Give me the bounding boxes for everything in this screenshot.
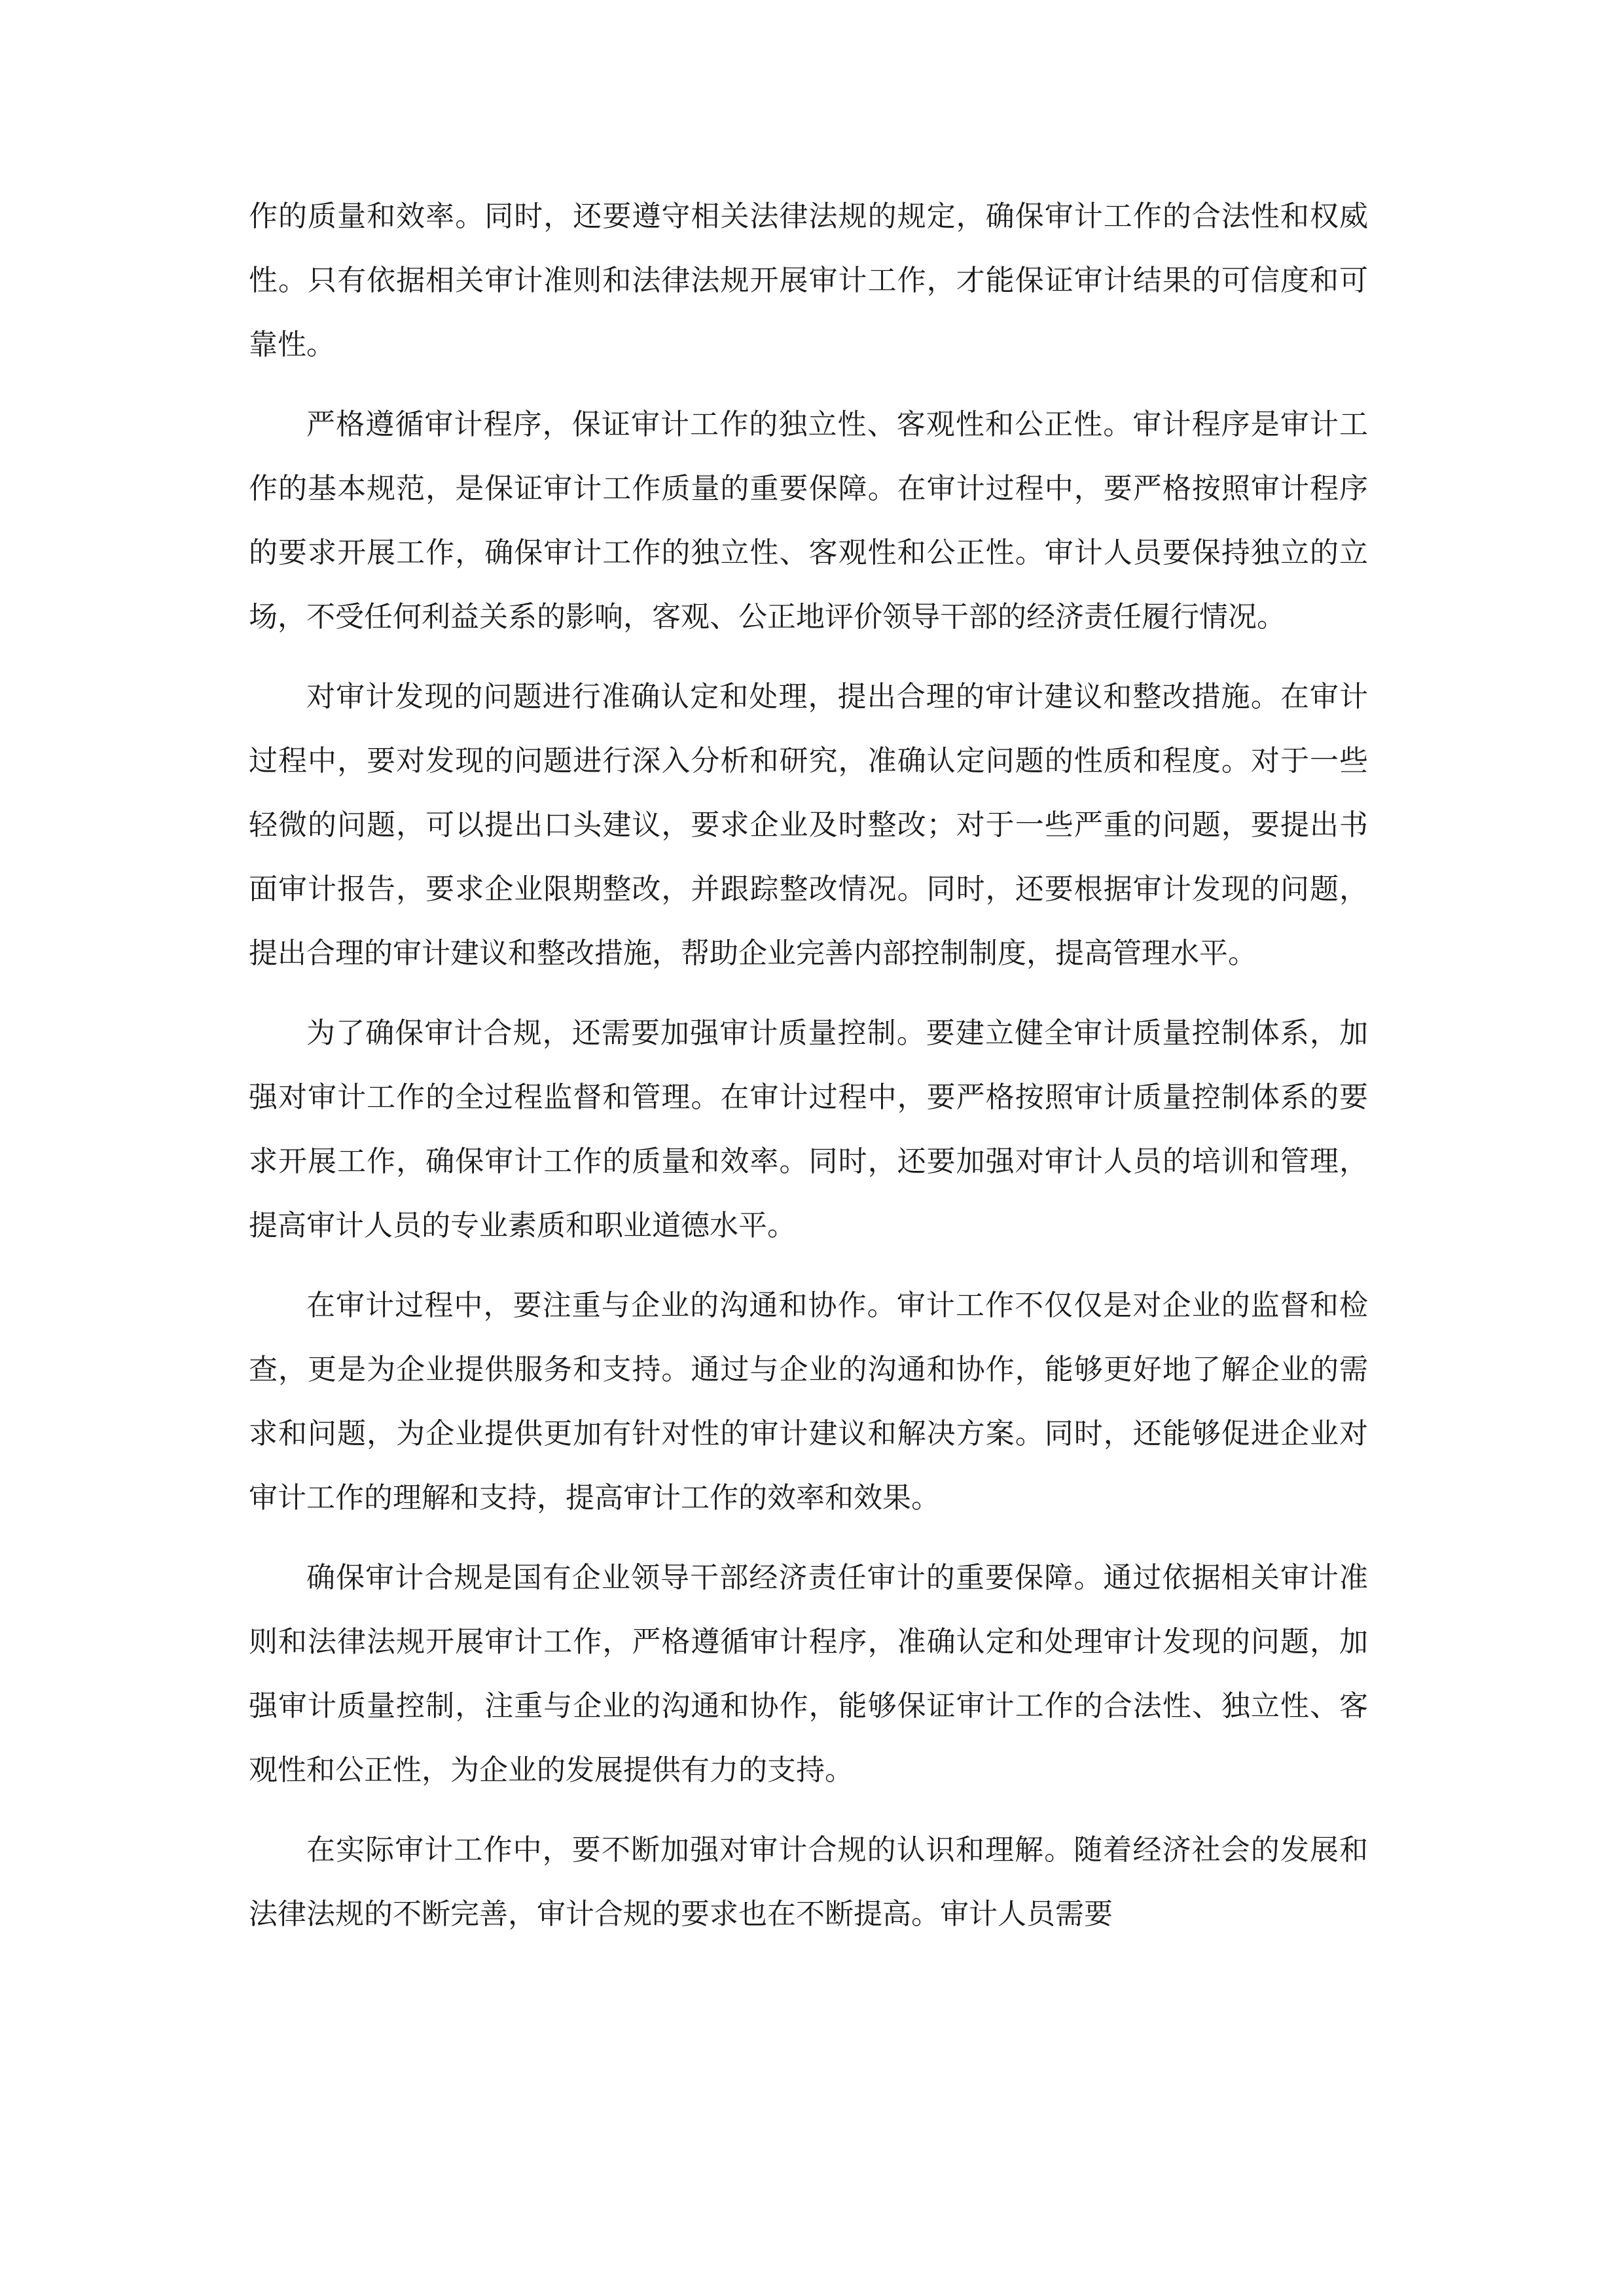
paragraph-5: 在审计过程中，要注重与企业的沟通和协作。审计工作不仅仅是对企业的监督和检查，更是为企业提供服务和支持。通过与企业的沟通和协作，能够更好地了解企业的需求和问题，为企业提供更加有针对性的审计建议和解决方案。同时，还能够促进企业对审计工作的理解和支持，提高审计工作的效率和效果。 — [249, 1289, 1368, 1515]
paragraph-7: 在实际审计工作中，要不断加强对审计合规的认识和理解。随着经济社会的发展和法律法规的不断完善，审计合规的要求也在不断提高。审计人员需要 — [249, 1833, 1368, 1931]
paragraph-3: 对审计发现的问题进行准确认定和处理，提出合理的审计建议和整改措施。在审计过程中，要对发现的问题进行深入分析和研究，准确认定问题的性质和程度。对于一些轻微的问题，可以提出口头建议，要求企业及时整改；对于一些严重的问题，要提出书面审计报告，要求企业限期整改，并跟踪整改情况。同时，还要根据审计发现的问题，提出合理的审计建议和整改措施，帮助企业完善内部控制制度，提高管理水平。 — [249, 680, 1368, 970]
document-body — [249, 185, 1368, 1962]
paragraph-4: 为了确保审计合规，还需要加强审计质量控制。要建立健全审计质量控制体系，加强对审计工作的全过程监督和管理。在审计过程中，要严格按照审计质量控制体系的要求开展工作，确保审计工作的质量和效率。同时，还要加强对审计人员的培训和管理，提高审计人员的专业素质和职业道德水平。 — [249, 1016, 1368, 1242]
paragraph-2: 严格遵循审计程序，保证审计工作的独立性、客观性和公正性。审计程序是审计工作的基本规范，是保证审计工作质量的重要保障。在审计过程中，要严格按照审计程序的要求开展工作，确保审计工作的独立性、客观性和公正性。审计人员要保持独立的立场，不受任何利益关系的影响，客观、公正地评价领导干部的经济责任履行情况。 — [249, 408, 1368, 634]
paragraph-6: 确保审计合规是国有企业领导干部经济责任审计的重要保障。通过依据相关审计准则和法律法规开展审计工作，严格遵循审计程序，准确认定和处理审计发现的问题，加强审计质量控制，注重与企业的沟通和协作，能够保证审计工作的合法性、独立性、客观性和公正性，为企业的发展提供有力的支持。 — [249, 1561, 1368, 1787]
paragraph-1: 作的质量和效率。同时，还要遵守相关法律法规的规定，确保审计工作的合法性和权威性。只有依据相关审计准则和法律法规开展审计工作，才能保证审计结果的可信度和可靠性。 — [249, 200, 1368, 361]
